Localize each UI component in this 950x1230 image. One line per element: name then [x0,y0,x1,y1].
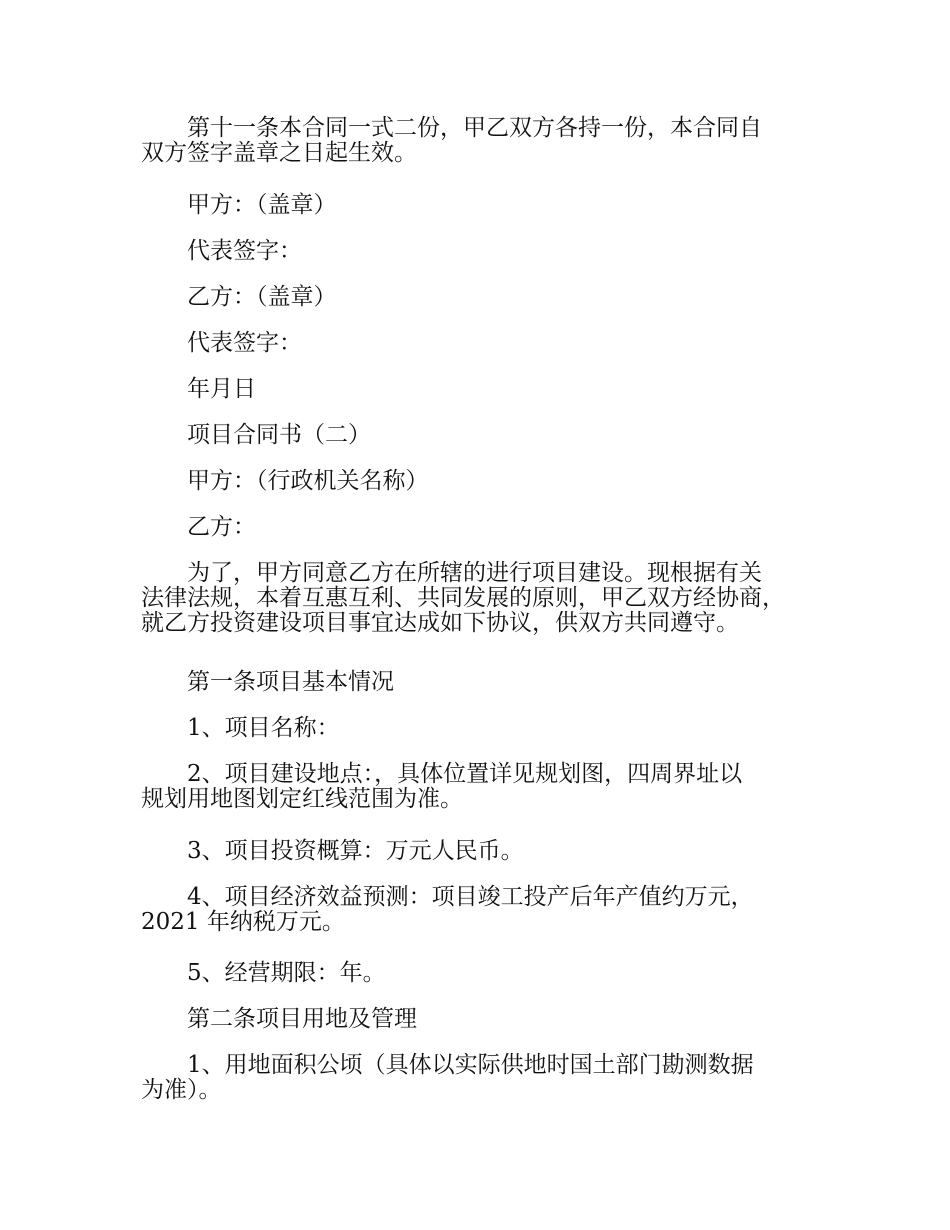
paragraph-party-a-seal [141,193,821,218]
paragraph-item-5 [141,961,821,986]
paragraph-line: 2021 年纳税万元。 [141,909,345,935]
paragraph-line: 4、项目经济效益预测：项目竣工投产后年产值约万元， [187,884,754,910]
paragraph-line: 代表签字： [187,330,302,356]
paragraph-item-1 [141,716,821,741]
paragraph-line: 2、项目建设地点：，具体位置详见规划图，四周界址以 [187,761,743,787]
paragraph-line: 法律法规，本着互惠互利、共同发展的原则，甲乙双方经协商， [141,585,785,611]
paragraph-line: 乙方：（盖章） [187,284,337,310]
paragraph-line: 规划用地图划定红线范围为准。 [141,786,463,812]
paragraph-party-b [141,515,821,540]
paragraph-line: 双方签字盖章之日起生效。 [141,140,417,166]
paragraph-date [141,377,821,402]
paragraph-line: 甲方：（行政机关名称） [187,468,429,494]
paragraph-article-2-item-1 [141,1053,821,1103]
paragraph-article-2-heading [141,1007,821,1032]
paragraph-line: 乙方： [187,514,256,540]
paragraph-line: 年月日 [187,376,256,402]
paragraph-line: 1、项目名称： [187,715,340,741]
paragraph-contract-title [141,423,821,448]
paragraph-item-2 [141,762,821,812]
paragraph-article-1-heading [141,670,821,695]
paragraph-line: 项目合同书（二） [187,422,371,448]
paragraph-representative-signature-b [141,331,821,356]
paragraph-item-3 [141,839,821,864]
paragraph-line: 第十一条本合同一式二份，甲乙双方各持一份，本合同自 [187,115,762,141]
paragraph-preamble [141,561,821,636]
paragraph-item-4 [141,885,821,935]
paragraph-article-11 [141,116,821,166]
paragraph-line: 代表签字： [187,238,302,264]
paragraph-line: 5、经营期限：年。 [187,960,386,986]
paragraph-line: 就乙方投资建设项目事宜达成如下协议，供双方共同遵守。 [141,610,739,636]
paragraph-line: 第一条项目基本情况 [187,669,394,695]
paragraph-line: 甲方：（盖章） [187,192,337,218]
paragraph-line: 第二条项目用地及管理 [187,1006,417,1032]
paragraph-line: 为准）。 [141,1077,222,1103]
paragraph-party-a-name [141,469,821,494]
paragraph-line: 1、用地面积公顷（具体以实际供地时国土部门勘测数据 [187,1052,754,1078]
paragraph-line: 3、项目投资概算：万元人民币。 [187,838,524,864]
paragraph-representative-signature-a [141,239,821,264]
paragraph-line: 为了，甲方同意乙方在所辖的进行项目建设。现根据有关 [187,560,762,586]
paragraph-party-b-seal [141,285,821,310]
